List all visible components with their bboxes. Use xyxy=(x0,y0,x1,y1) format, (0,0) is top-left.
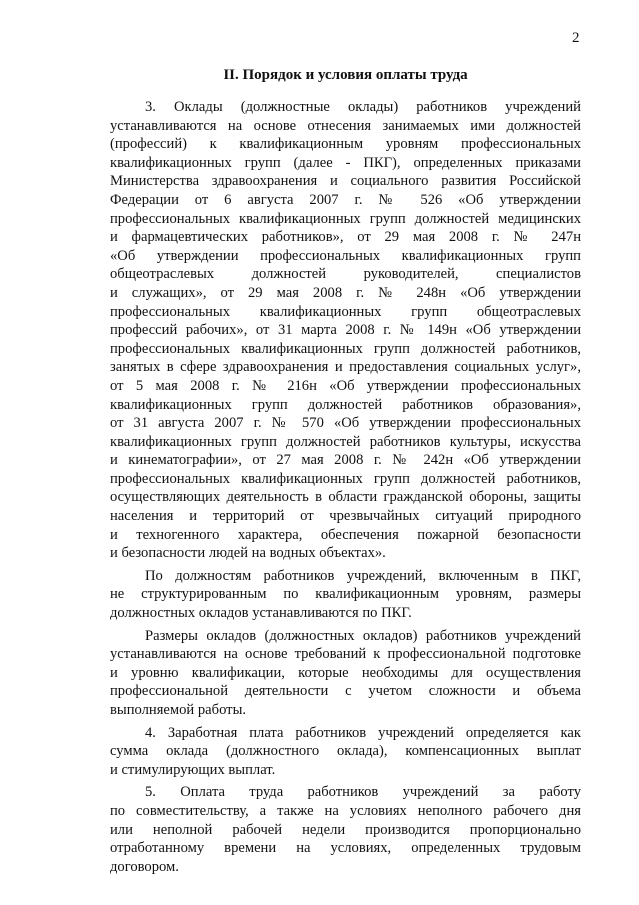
paragraph-line: общеотраслевых должностей руководителей, специалистов xyxy=(110,266,581,283)
paragraph-line: 3. Оклады (должностные оклады) работников учреждений xyxy=(145,99,581,115)
paragraph-line: профессиональных квалификационных групп общеотраслевых xyxy=(110,303,581,320)
paragraph xyxy=(110,783,581,876)
paragraph-line: По должностям работников учреждений, включенным в ПКГ, xyxy=(145,567,581,584)
paragraph-line: Федерации от 6 августа 2007 г. № 526 «Об утверждении xyxy=(110,191,581,208)
paragraph-line: от 31 августа 2007 г. № 570 «Об утверждении профессиональных xyxy=(110,415,581,432)
paragraph-line: «Об утверждении профессиональных квалификационных групп xyxy=(110,247,581,264)
paragraph-line: занятых в сфере здравоохранения и предоставления социальных услуг», xyxy=(110,359,581,376)
paragraph-line: осуществляющих деятельность в области гражданской обороны, защиты xyxy=(110,489,581,506)
paragraph-line: и кинематографии», от 27 мая 2008 г. № 242н «Об утверждении xyxy=(110,452,581,469)
paragraph-line: не структурированным по квалификационным уровням, размеры xyxy=(110,586,581,603)
paragraph-line: 4. Заработная плата работников учреждений определяется как xyxy=(145,724,581,741)
paragraph-line: квалификационных групп должностей работников образования», xyxy=(110,396,581,413)
paragraph-line: устанавливаются на основе отнесения занимаемых ими должностей xyxy=(110,117,581,134)
paragraph-line: профессиональных квалификационных групп должностей работников, xyxy=(110,340,581,357)
paragraph-line: (профессий) к квалификационным уровням профессиональных xyxy=(110,136,581,153)
paragraph-line: отработанному времени на условиях, определенных трудовым xyxy=(110,840,581,857)
paragraph-line: устанавливаются на основе требований к профессиональной подготовке xyxy=(110,646,581,663)
paragraph-line: и уровню квалификации, которые необходимы для осуществления xyxy=(110,664,581,681)
paragraph-line: квалификационных групп (далее - ПКГ), определенных приказами xyxy=(110,154,581,171)
paragraph-line: договором. xyxy=(110,858,179,875)
paragraph-line: 5. Оплата труда работников учреждений за работу xyxy=(145,784,581,801)
paragraph-line: и фармацевтических работников», от 29 мая 2008 г. № 247н xyxy=(110,229,581,246)
paragraph-line: сумма оклада (должностного оклада), компенсационных выплат xyxy=(110,743,581,760)
paragraph xyxy=(110,567,581,623)
paragraph-line: и стимулирующих выплат. xyxy=(110,761,276,778)
paragraph-line: и служащих», от 29 мая 2008 г. № 248н «Об утверждении xyxy=(110,284,581,301)
page-number: 2 xyxy=(572,30,580,46)
paragraph-line: профессий рабочих», от 31 марта 2008 г. № 149н «Об утверждении xyxy=(110,322,581,339)
paragraph-line: или неполной рабочей недели производится пропорционально xyxy=(110,821,581,838)
paragraph-line: и безопасности людей на водных объектах». xyxy=(110,545,386,562)
paragraph-line: и техногенного характера, обеспечения пожарной безопасности xyxy=(110,526,581,543)
paragraph-line: от 5 мая 2008 г. № 216н «Об утверждении профессиональных xyxy=(110,377,581,394)
paragraph-line: профессиональной деятельности с учетом сложности и объема xyxy=(110,683,581,700)
paragraph-line: Министерства здравоохранения и социального развития Российской xyxy=(110,173,581,190)
document-body xyxy=(110,98,581,880)
paragraph xyxy=(110,724,581,780)
paragraph-line: выполняемой работы. xyxy=(110,702,247,718)
paragraph xyxy=(110,98,581,563)
paragraph-line: профессиональных квалификационных групп должностей медицинских xyxy=(110,210,581,227)
paragraph-line: профессиональных квалификационных групп должностей работников, xyxy=(110,470,581,487)
section-heading: II. Порядок и условия оплаты труда xyxy=(223,67,468,83)
paragraph xyxy=(110,627,581,720)
paragraph-line: квалификационных групп должностей работников культуры, искусства xyxy=(110,433,581,450)
paragraph-line: Размеры окладов (должностных окладов) работников учреждений xyxy=(145,627,581,644)
paragraph-line: населения и территорий от чрезвычайных ситуаций природного xyxy=(110,508,581,525)
paragraph-line: должностных окладов устанавливаются по ПКГ. xyxy=(110,605,412,622)
paragraph-line: по совместительству, а также на условиях неполного рабочего дня xyxy=(110,802,581,819)
